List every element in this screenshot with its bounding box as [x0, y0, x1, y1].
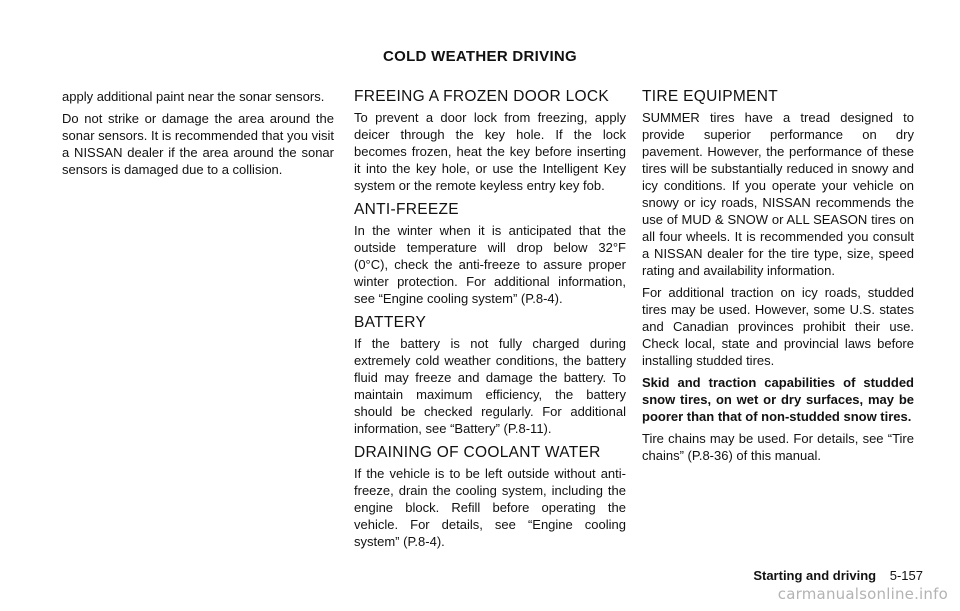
page-number: 5-157	[889, 568, 923, 583]
page-footer	[753, 568, 923, 583]
paragraph-studded-warning: Skid and traction capabilities of studded snow tires, on wet or dry surfaces, may be poorer than that of non-studded snow tires.	[642, 375, 914, 424]
footer-section-name: Starting and driving	[753, 568, 877, 583]
paragraph-sonar-damage: Do not strike or damage the area around the sonar sensors. It is recommended that you visit a NISSAN dealer if the area around the sonar sensors is damaged due to a collision.	[62, 111, 334, 177]
heading-battery: BATTERY	[354, 314, 427, 331]
paragraph-battery: If the battery is not fully charged during extremely cold weather conditions, the battery fluid may freeze and damage the battery. To maintain maximum efficiency, the battery should be checked regularly. For additional information, see “Battery” (P.8-11).	[354, 336, 626, 436]
heading-frozen-door-lock: FREEING A FROZEN DOOR LOCK	[354, 88, 609, 105]
paragraph-studded-tires: For additional traction on icy roads, studded tires may be used. However, some U.S. states and Canadian provinces prohibit their use. Check local, state and provincial laws before installing studded tires.	[642, 285, 914, 368]
paragraph-frozen-door-lock: To prevent a door lock from freezing, apply deicer through the key hole. If the lock becomes frozen, heat the key before inserting it into the key hole, or use the Intelligent Key system or the remote keyless entry key fob.	[354, 110, 626, 193]
heading-tire-equipment: TIRE EQUIPMENT	[642, 88, 778, 105]
watermark: carmanualsonline.info	[777, 585, 948, 603]
column-left	[62, 88, 334, 183]
paragraph-sonar-paint: apply additional paint near the sonar sensors.	[62, 89, 325, 104]
paragraph-anti-freeze: In the winter when it is anticipated that the outside temperature will drop below 32°F (0°C), check the anti-freeze to assure proper winter protection. For additional information, see “Engine cooling system” (P.8-4).	[354, 223, 626, 306]
column-right	[642, 88, 914, 469]
paragraph-draining-coolant: If the vehicle is to be left outside without anti-freeze, drain the cooling system, including the engine block. Refill before operating the vehicle. For details, see “Engine cooling system” (P.8-4).	[354, 466, 626, 549]
heading-anti-freeze: ANTI-FREEZE	[354, 201, 459, 218]
column-middle	[354, 88, 626, 555]
paragraph-tire-chains: Tire chains may be used. For details, see “Tire chains” (P.8-36) of this manual.	[642, 431, 914, 463]
heading-draining-coolant: DRAINING OF COOLANT WATER	[354, 444, 601, 461]
page-title: COLD WEATHER DRIVING	[382, 48, 578, 65]
paragraph-summer-tires: SUMMER tires have a tread designed to provide superior performance on dry pavement. However, the performance of these tires will be substantially reduced in snowy and icy conditions. If you operate your vehicle on snowy or icy roads, NISSAN recommends the use of MUD & SNOW or ALL SEASON tires on all four wheels. It is recommended you consult a NISSAN dealer for the tire type, size, speed rating and availability information.	[642, 110, 914, 278]
